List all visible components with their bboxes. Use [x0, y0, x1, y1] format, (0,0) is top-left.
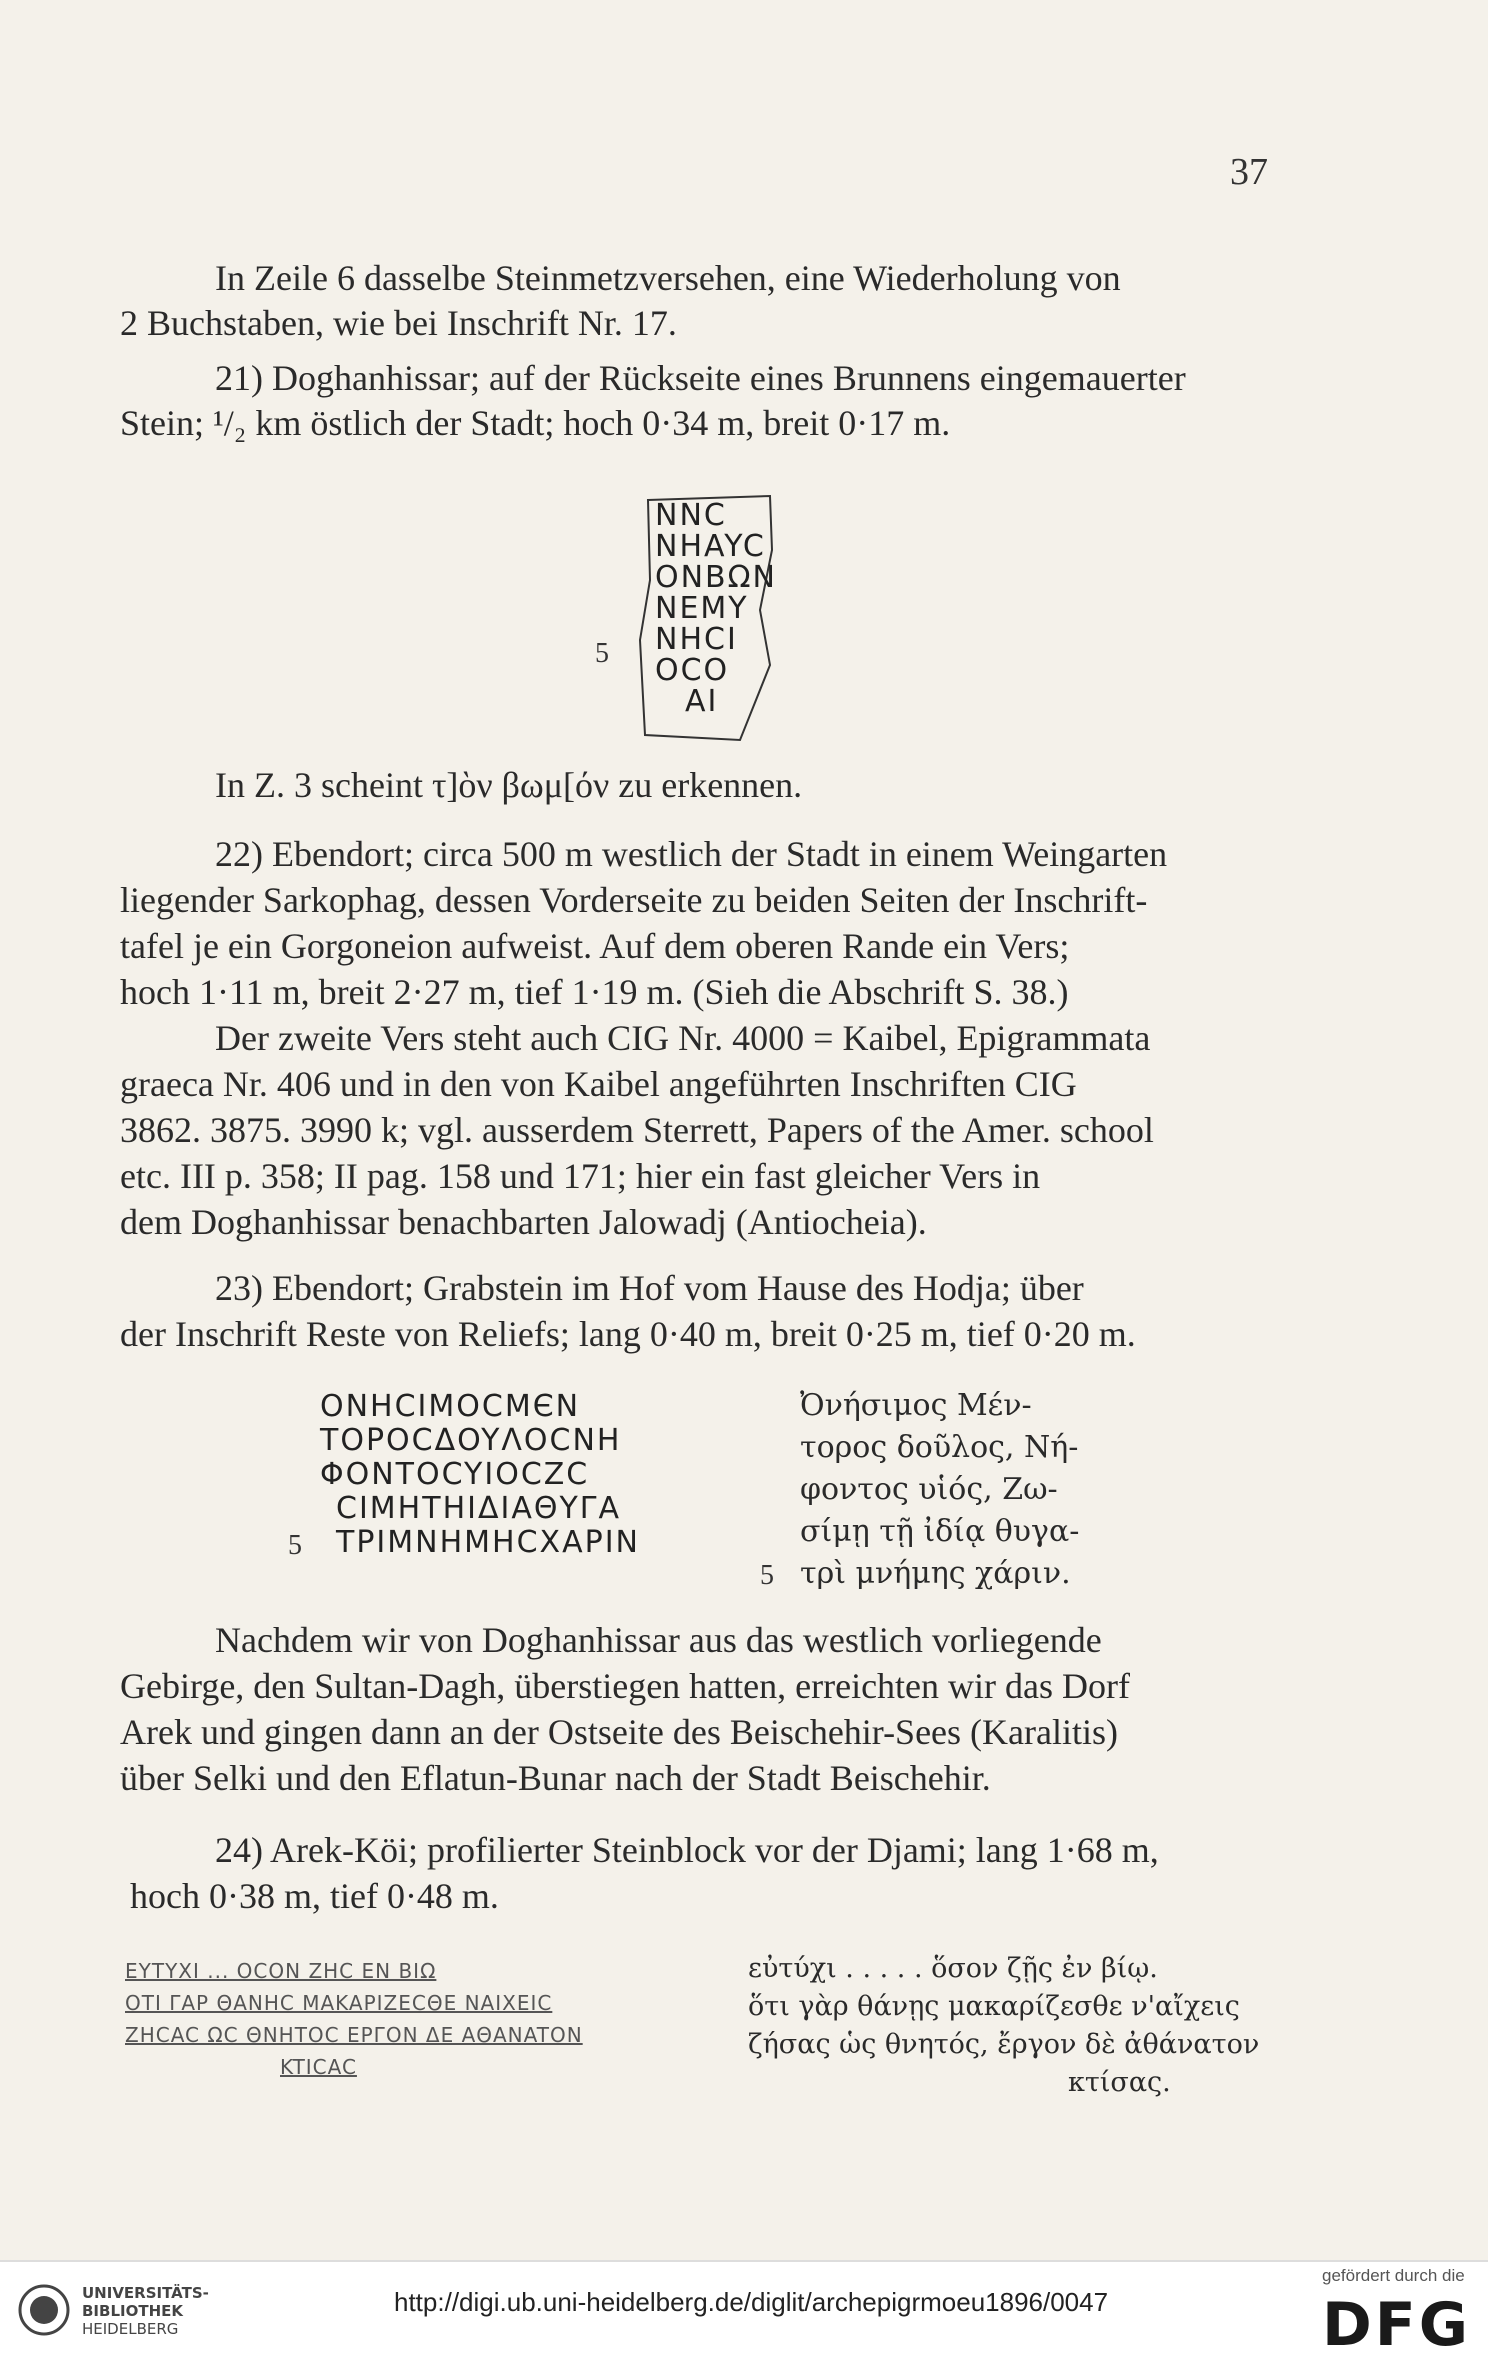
text-line: Der zweite Vers steht auch CIG Nr. 4000 = Kaibel, Epigrammata [215, 1018, 1151, 1058]
text-line: hoch 1·11 m, breit 2·27 m, tief 1·19 m. (Sieh die Abschrift S. 38.) [120, 972, 1069, 1012]
insc-line: TPIMNHMHCXAPIN [336, 1525, 640, 1560]
insc-line: KTICAC [280, 2055, 357, 2079]
source-url-link[interactable]: http://digi.ub.uni-heidelberg.de/diglit/archepigrmoeu1896/0047 [394, 2287, 1109, 2317]
text-line: 3862. 3875. 3990 k; vgl. ausserdem Sterrett, Papers of the Amer. school [120, 1110, 1154, 1150]
insc-line: NHCI [655, 622, 738, 657]
text-line: hoch 0·38 m, tief 0·48 m. [130, 1876, 499, 1916]
insc-line: TOPOCΔOYΛOCNH [320, 1423, 622, 1458]
greek-line: ὅτι γὰρ θάνῃς μακαρίζεσθε ν'αἴχεις [748, 1991, 1240, 2022]
greek-line: σίμῃ τῇ ἰδίᾳ θυγα- [800, 1514, 1080, 1549]
greek-line: κτίσας. [1068, 2067, 1171, 2098]
insc-line: EYTYXI ... OCON ZHC EN BIΩ [125, 1959, 437, 1983]
inscription-23-greek [800, 1385, 1079, 1595]
inscription-24-uncial [125, 1955, 583, 2083]
insc-line: ONBΩN [655, 560, 778, 595]
text-line: tafel je ein Gorgoneion aufweist. Auf dem oberen Rande ein Vers; [120, 926, 1070, 966]
text-line: über Selki und den Eflatun-Bunar nach der Stadt Beischehir. [120, 1758, 991, 1798]
greek-line: Ὀνήσιμος Μέν- [800, 1388, 1032, 1423]
library-name-line: BIBLIOTHEK [82, 2302, 183, 2320]
insc-line: ONHCIMOCMЄN [320, 1389, 581, 1424]
greek-line: τορος δοῦλος, Νή- [800, 1430, 1079, 1465]
text-line: In Z. 3 scheint τ]ὸν βωμ[όν zu erkennen. [215, 765, 803, 805]
greek-line: φοντος υἱός, Ζω- [800, 1472, 1058, 1507]
text-line: In Zeile 6 dasselbe Steinmetzversehen, eine Wiederholung von [215, 258, 1121, 298]
text-line: 21) Doghanhissar; auf der Rückseite eines Brunnens eingemauerter [215, 358, 1186, 398]
inscription-23-uncial [320, 1390, 640, 1560]
text-line: 23) Ebendort; Grabstein im Hof vom Hause des Hodja; über [215, 1268, 1084, 1308]
library-name-line: UNIVERSITÄTS- [82, 2284, 209, 2302]
text-line: liegender Sarkophag, dessen Vorderseite zu beiden Seiten der Inschrift- [120, 880, 1148, 920]
insc-line: CIMHTHIΔIAΘYΓA [336, 1491, 622, 1526]
line-number: 5 [595, 638, 609, 669]
insc-line: NNC [655, 498, 727, 533]
text-line: der Inschrift Reste von Reliefs; lang 0·40 m, breit 0·25 m, tief 0·20 m. [120, 1314, 1136, 1354]
text-line: graeca Nr. 406 und in den von Kaibel angeführten Inschriften CIG [120, 1064, 1077, 1104]
inscription-21-text [655, 500, 777, 717]
text-line: etc. III p. 358; II pag. 158 und 171; hier ein fast gleicher Vers in [120, 1156, 1041, 1196]
text-line: Nachdem wir von Doghanhissar aus das westlich vorliegende [215, 1620, 1102, 1660]
dfg-logo: DFG [1322, 2290, 1472, 2360]
line-number: 5 [760, 1560, 774, 1591]
insc-line: OCO [655, 653, 730, 688]
text-line: Stein; ¹/₂ km östlich der Stadt; hoch 0·34 m, breit 0·17 m. [120, 403, 951, 443]
text-line: Gebirge, den Sultan-Dagh, überstiegen hatten, erreichten wir das Dorf [120, 1666, 1130, 1706]
insc-line: AI [685, 684, 719, 719]
text-line: Arek und gingen dann an der Ostseite des Beischehir-Sees (Karalitis) [120, 1712, 1118, 1752]
inscription-24-greek [748, 1950, 1259, 2102]
text-line: 2 Buchstaben, wie bei Inschrift Nr. 17. [120, 303, 677, 343]
greek-line: ζήσας ὡς θνητός, ἔργον δὲ ἀθάνατον [748, 2029, 1260, 2060]
university-seal-icon [18, 2280, 70, 2340]
insc-line: NEMY [655, 591, 749, 626]
text-line: 24) Arek-Köi; profilierter Steinblock vor der Djami; lang 1·68 m, [215, 1830, 1159, 1870]
insc-line: OTI ΓAP ΘANHC MAKAPIZECΘE NAIXEIC [125, 1991, 553, 2015]
library-name-line: HEIDELBERG [82, 2320, 179, 2338]
line-number: 5 [288, 1530, 302, 1561]
text-line: dem Doghanhissar benachbarten Jalowadj (Antiocheia). [120, 1202, 927, 1242]
page-number: 37 [1230, 151, 1268, 193]
insc-line: NHAYC [655, 529, 766, 564]
text-line: 22) Ebendort; circa 500 m westlich der Stadt in einem Weingarten [215, 834, 1168, 874]
funding-label: gefördert durch die [1322, 2266, 1465, 2285]
greek-line: τρὶ μνήμης χάριν. [800, 1556, 1071, 1591]
insc-line: ZHCAC ΩC ΘNHTOC EPΓON ΔE AΘANATON [125, 2023, 583, 2047]
insc-line: ΦONTOCYIOCZC [320, 1457, 590, 1492]
greek-line: εὐτύχι . . . . . ὅσον ζῇς ἐν βίῳ. [748, 1953, 1158, 1984]
